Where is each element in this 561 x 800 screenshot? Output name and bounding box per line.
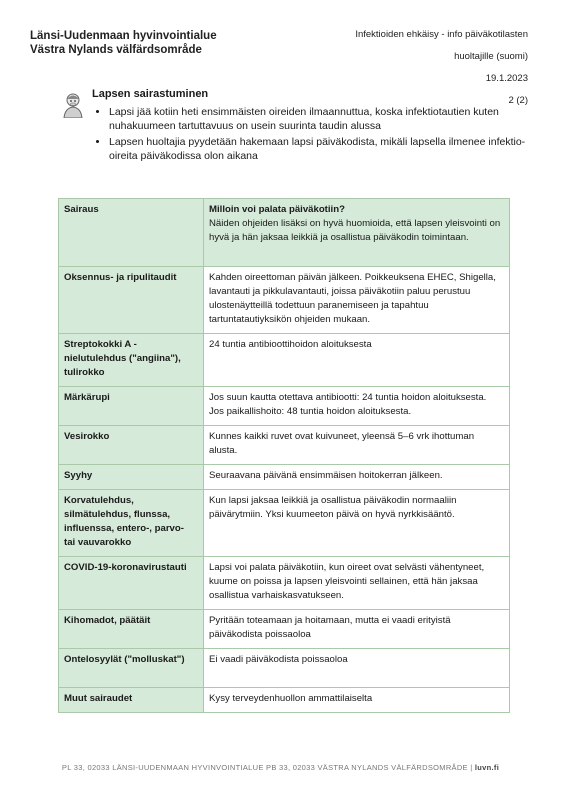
table-row <box>59 610 510 649</box>
disease-cell: COVID-19-koronavirustauti <box>59 557 204 610</box>
when-cell: Kysy terveydenhuollon ammattilaiselta <box>204 688 510 713</box>
page-footer <box>0 763 561 772</box>
table-row <box>59 426 510 465</box>
when-cell: Lapsi voi palata päiväkotiin, kun oireet ovat selvästi vähentyneet, kuume on poissa ja lapsen yleisvointi sellainen, että hän jaksaa osallistua varhaiskasvatukseen. <box>204 557 510 610</box>
footer-address: PL 33, 02033 LÄNSI-UUDENMAAN HYVINVOINTIALUE PB 33, 02033 VÄSTRA NYLANDS VÄLFÄRDSOMRÅDE | <box>61 763 473 772</box>
when-cell: Pyritään toteamaan ja hoitamaan, mutta ei vaadi erityistä päiväkodista poissaoloa <box>204 610 510 649</box>
disease-cell: Oksennus- ja ripulitaudit <box>59 267 204 334</box>
page-number: 2 (2) <box>508 95 528 106</box>
section-title: Lapsen sairastuminen <box>92 88 209 100</box>
when-cell: Seuraavana päivänä ensimmäisen hoitokerran jälkeen. <box>204 465 510 490</box>
table-header-row <box>59 199 510 267</box>
doc-title-line-2: huoltajille (suomi) <box>454 51 528 62</box>
disease-cell: Vesirokko <box>59 426 204 465</box>
footer-website: luvn.fi <box>474 763 500 772</box>
table-row <box>59 334 510 387</box>
disease-cell: Syyhy <box>59 465 204 490</box>
when-cell: Kunnes kaikki ruvet ovat kuivuneet, yleensä 5–6 vrk ihottuman alusta. <box>204 426 510 465</box>
bullet-item: • Lapsen huoltajia pyydetään hakemaan lapsi päiväkodista, mikäli lapsella ilmenee infektio-oireita päiväkodissa olon aikana <box>109 135 539 163</box>
table-row <box>59 490 510 557</box>
header-when-cell <box>204 199 510 267</box>
when-cell: 24 tuntia antibioottihoidon aloituksesta <box>204 334 510 387</box>
table-row <box>59 557 510 610</box>
logo-line-2: Västra Nylands välfärdsområde <box>30 44 202 56</box>
disease-cell: Streptokokki A -nielutulehdus ("angiina"), tulirokko <box>59 334 204 387</box>
disease-cell: Märkärupi <box>59 387 204 426</box>
table-row <box>59 649 510 688</box>
illness-bullet-list <box>92 105 539 165</box>
table-row <box>59 387 510 426</box>
when-cell: Kun lapsi jaksaa leikkiä ja osallistua päiväkodin normaaliin päivärytmiin. Yksi kuumeeton päivä on hyvä nyrkkisääntö. <box>204 490 510 557</box>
header-disease: Sairaus <box>59 199 204 267</box>
when-cell: Kahden oireettoman päivän jälkeen. Poikkeuksena EHEC, Shigella, lavantauti ja pikkulavantauti, joissa päiväkotiin paluu perustuu ulostenäytteillä todettuun paranemiseen ja tapahtuu tartuntatautiyksikön ohjeiden mukaan. <box>204 267 510 334</box>
doc-title-line-1: Infektioiden ehkäisy - info päiväkotilasten <box>355 29 528 40</box>
table-row <box>59 465 510 490</box>
disease-cell: Kihomadot, päätäit <box>59 610 204 649</box>
return-to-daycare-table <box>58 198 510 713</box>
disease-cell: Muut sairaudet <box>59 688 204 713</box>
disease-cell: Ontelosyylät ("molluskat") <box>59 649 204 688</box>
logo-line-1: Länsi-Uudenmaan hyvinvointialue <box>30 30 217 42</box>
header-when-title: Milloin voi palata päiväkotiin? <box>209 204 345 215</box>
table-row <box>59 688 510 713</box>
when-cell: Jos suun kautta otettava antibiootti: 24 tuntia hoidon aloituksesta. Jos paikallishoito: 48 tuntia hoidon aloituksesta. <box>204 387 510 426</box>
disease-cell: Korvatulehdus, silmätulehdus, flunssa, influenssa, entero-, parvo- tai vauvarokko <box>59 490 204 557</box>
when-cell: Ei vaadi päiväkodista poissaoloa <box>204 649 510 688</box>
organization-logo <box>30 29 217 57</box>
document-header-info <box>355 24 528 112</box>
table-row <box>59 267 510 334</box>
doc-date: 19.1.2023 <box>485 73 528 84</box>
sick-child-icon <box>62 92 84 118</box>
bullet-item: • Lapsi jää kotiin heti ensimmäisten oireiden ilmaannuttua, koska infektiotautien kuten nuhakuumeen tartuttavuus on usein suurinta taudin alussa <box>109 105 539 133</box>
header-when-note: Näiden ohjeiden lisäksi on hyvä huomioida, että lapsen yleisvointi on hyvä ja hän jaksaa leikkiä ja osallistua päiväkodin toimintaan. <box>209 218 501 243</box>
